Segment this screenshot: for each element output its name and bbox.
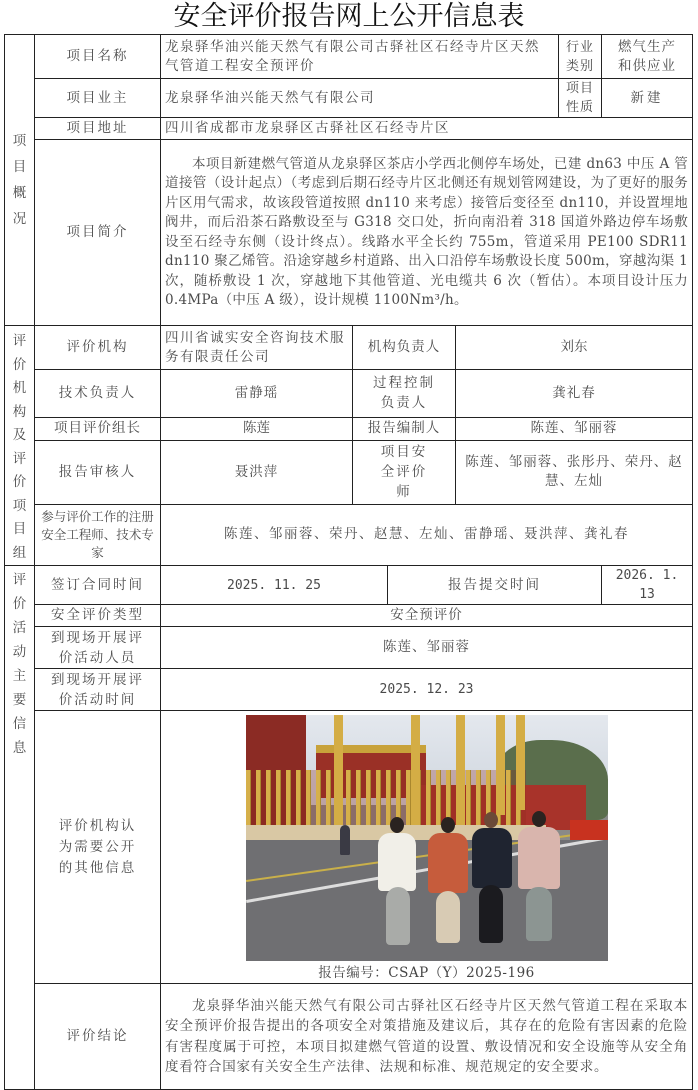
- value-org-head: 刘东: [456, 326, 693, 370]
- section-label-project-overview: [5, 35, 35, 326]
- row-other-info: [5, 711, 693, 984]
- page-title: 安全评价报告网上公开信息表: [173, 1, 525, 32]
- value-project-nature: 新建: [602, 79, 693, 118]
- value-evaluator-org: 四川省诚实安全咨询技术服务有限责任公司: [161, 326, 353, 370]
- value-process-lead: 龚礼春: [456, 370, 693, 417]
- value-contract-date: 2025. 11. 25: [161, 566, 388, 605]
- disclosure-table: [4, 34, 693, 1090]
- label-eval-type: 安全评价类型: [35, 605, 161, 627]
- value-onsite-staff: 陈莲、邹丽蓉: [161, 627, 693, 669]
- label-tech-lead: 技术负责人: [35, 370, 161, 417]
- report-number: 报告编号：CSAP（Y）2025-196: [318, 965, 535, 981]
- row-contract-date: [5, 566, 693, 605]
- label-team-leader: 项目评价组长: [35, 417, 161, 440]
- label-engineers: 参与评价工作的注册安全工程师、技术专家: [35, 504, 161, 565]
- value-assessors: 陈莲、邹丽蓉、张彤丹、荣丹、赵慧、左灿: [456, 440, 693, 504]
- label-other-info: 评价机构认为需要公开的其他信息: [35, 711, 161, 984]
- site-photo: [246, 715, 608, 961]
- row-onsite-staff: [5, 627, 693, 669]
- label-onsite-staff: 到现场开展评价活动人员: [35, 627, 161, 669]
- label-project-name: 项目名称: [35, 35, 161, 79]
- row-project-address: [5, 118, 693, 140]
- value-eval-type: 安全预评价: [161, 605, 693, 627]
- section-text: 评 价 活 动 主 要 信 息: [12, 572, 27, 756]
- section-text: 评 价 机 构 及 评 价 项 目 组: [12, 333, 27, 561]
- label-contract-date: 签订合同时间: [35, 566, 161, 605]
- value-reviewer: 聂洪萍: [161, 440, 353, 504]
- value-project-owner: 龙泉驿华油兴能天然气有限公司: [161, 79, 559, 118]
- label-project-owner: 项目业主: [35, 79, 161, 118]
- section-label-evaluator: [5, 326, 35, 566]
- label-project-intro: 项目简介: [35, 140, 161, 326]
- value-tech-lead: 雷静瑶: [161, 370, 353, 417]
- value-project-intro: 本项目新建燃气管道从龙泉驿区茶店小学西北侧停车场处，已建 dn63 中压 A 管道接管（设计起点）（考虑到后期石经寺片区北侧还有规划管网建设，为了更好的服务片区用气需求，故该段管道按照 dn110 来考虑）接管后变径至 dn110，并设置埋地阀井，而后沿茶石路敷设至与 G318 交口处，折向南沿着 318 国道外路边停车场敷设至石经寺东侧（设计终点）。线路水平全长约 755m，管道采用 PE100 SDR11 dn110 聚乙烯管。沿途穿越乡村道路、出入口沿停车场敷设长度 500m，穿越沟渠 1 次，随桥敷设 1 次，穿越地下其他管道、光电缆共 6 次（暂估）。本项目设计压力 0.4MPa（中压 A 级），设计规模 1100Nm³/h。: [161, 140, 693, 326]
- row-project-name: [5, 35, 693, 79]
- row-eval-type: [5, 605, 693, 627]
- row-project-intro: [5, 140, 693, 326]
- label-onsite-time: 到现场开展评价活动时间: [35, 669, 161, 711]
- value-project-address: 四川省成都市龙泉驿区古驿社区石经寺片区: [161, 118, 693, 140]
- label-project-address: 项目地址: [35, 118, 161, 140]
- label-conclusion: 评价结论: [35, 984, 161, 1090]
- label-evaluator-org: 评价机构: [35, 326, 161, 370]
- other-info-cell: [161, 711, 693, 984]
- label-assessors: 项目安全评价师: [353, 440, 456, 504]
- row-tech-lead: [5, 370, 693, 417]
- row-evaluator-org: [5, 326, 693, 370]
- value-onsite-time: 2025. 12. 23: [161, 669, 693, 711]
- label-compiler: 报告编制人: [353, 417, 456, 440]
- label-process-lead: 过程控制负责人: [353, 370, 456, 417]
- row-project-owner: [5, 79, 693, 118]
- row-onsite-time: [5, 669, 693, 711]
- value-conclusion: 龙泉驿华油兴能天然气有限公司古驿社区石经寺片区天然气管道工程在采取本安全预评价报告提出的各项安全对策措施及建议后，其存在的危险有害因素的危险有害程度属于可控，本项目拟建燃气管道的设置、敷设情况和安全设施等从安全角度看符合国家有关安全生产法律、法规和标准、规范规定的安全要求。: [161, 984, 693, 1090]
- label-reviewer: 报告审核人: [35, 440, 161, 504]
- label-submit-date: 报告提交时间: [388, 566, 602, 605]
- label-org-head: 机构负责人: [353, 326, 456, 370]
- section-text: 项 目 概 况: [12, 133, 27, 227]
- value-team-leader: 陈莲: [161, 417, 353, 440]
- value-submit-date: 2026. 1. 13: [602, 566, 693, 605]
- value-project-name: 龙泉驿华油兴能天然气有限公司古驿社区石经寺片区天然气管道工程安全预评价: [161, 35, 559, 79]
- row-engineers: [5, 504, 693, 565]
- label-project-nature: 项目性质: [559, 79, 602, 118]
- value-compiler: 陈莲、邹丽蓉: [456, 417, 693, 440]
- label-industry: 行业类别: [559, 35, 602, 79]
- section-label-activities: [5, 566, 35, 1090]
- row-reviewer: [5, 440, 693, 504]
- value-industry: 燃气生产和供应业: [602, 35, 693, 79]
- value-engineers: 陈莲、邹丽蓉、荣丹、赵慧、左灿、雷静瑶、聂洪萍、龚礼春: [161, 504, 693, 565]
- row-team-leader: [5, 417, 693, 440]
